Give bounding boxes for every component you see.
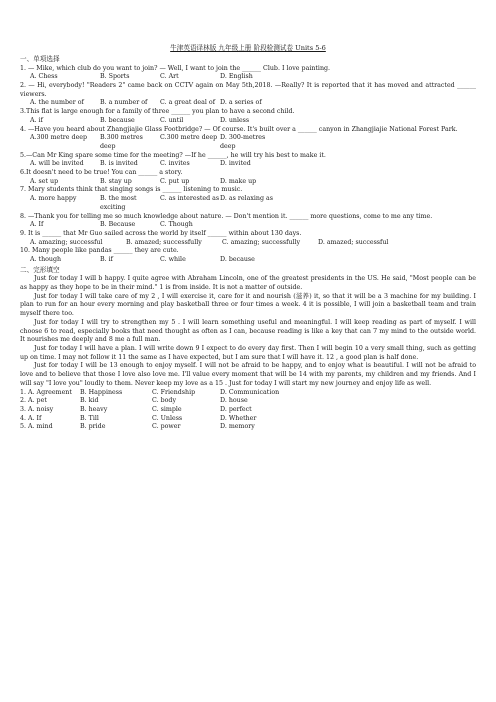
question-text: 7. Mary students think that singing songs is ______ listening to music. xyxy=(20,186,243,194)
cloze-options xyxy=(20,389,476,433)
option-c: C. Unless xyxy=(152,414,183,422)
option-c: C. simple xyxy=(152,405,182,413)
cloze-option-row xyxy=(20,415,476,424)
question-options xyxy=(20,239,476,248)
question-text: 1. — Mike, which club do you want to join? — Well, I want to join the ______ Club. I love painting. xyxy=(20,64,331,72)
question-6 xyxy=(20,169,476,186)
option-a: 3. A. noisy xyxy=(20,405,54,413)
option-b: B. heavy xyxy=(80,405,108,413)
option-c: C. power xyxy=(152,423,181,431)
option-b: B. Happiness xyxy=(80,388,123,396)
option-c: C. until xyxy=(160,116,184,124)
passage-paragraph: Just for today I will have a plan. I will write down 9 I expect to do every day first. Then I will begin 10 a very small thing, such as getting up on time. I may not follow it 11 the same as I have expected, but I am sure that I will have it. 12 , a good plan is half done. xyxy=(20,344,476,361)
question-options xyxy=(20,178,476,187)
question-5 xyxy=(20,152,476,169)
question-text: 8. —Thank you for telling me so much knowledge about nature. — Don't mention it. ______ more questions, come to me any time. xyxy=(20,212,433,220)
option-d: D. house xyxy=(220,397,248,405)
option-b: B. stay up xyxy=(100,177,132,185)
option-d: D. Whether xyxy=(220,414,257,422)
option-b: B. kid xyxy=(80,397,99,405)
option-b: B. Till xyxy=(80,414,99,422)
option-a: 2. A. pet xyxy=(20,397,47,405)
question-options xyxy=(20,117,476,126)
option-a: A. If xyxy=(30,221,44,229)
question-4 xyxy=(20,126,476,152)
option-b: B.300 metres deep xyxy=(100,134,143,150)
question-text: 10. Many people like pandas ______ they are cute. xyxy=(20,247,179,255)
passage-paragraph: Just for today I will b happy. I quite agree with Abraham Lincoln, one of the greatest presidents in the US. He said, "Most people can be as happy as they hope to be in their mind." 1 is from inside. It is not a matter of outside. xyxy=(20,275,476,292)
option-d: D. invited xyxy=(220,160,251,168)
option-c: C. as interested as xyxy=(160,195,220,203)
option-c: C.300 metre deep xyxy=(160,134,218,142)
option-d: D. make up xyxy=(220,177,257,185)
option-b: B. pride xyxy=(80,423,106,431)
option-c: C. body xyxy=(152,397,177,405)
option-a: A. the number of xyxy=(30,99,84,107)
option-c: C. while xyxy=(160,256,186,264)
option-d: D. memory xyxy=(220,423,255,431)
question-9 xyxy=(20,230,476,247)
option-b: B. Because xyxy=(100,221,136,229)
option-b: B. amazed; successfully xyxy=(126,238,202,246)
option-a: A. amazing; successful xyxy=(30,238,103,246)
option-b: B. because xyxy=(100,116,135,124)
option-d: D. 300-metres deep xyxy=(220,134,266,150)
question-options xyxy=(20,221,476,230)
option-d: D. because xyxy=(220,256,255,264)
option-a: A. Chess xyxy=(30,73,58,81)
question-2 xyxy=(20,82,476,108)
option-a: A. if xyxy=(30,116,43,124)
section-heading-choice: 一、单项选择 xyxy=(20,55,60,63)
question-3 xyxy=(20,108,476,125)
option-d: D. English xyxy=(220,73,253,81)
question-options xyxy=(20,99,476,108)
question-7 xyxy=(20,186,476,212)
option-a: 1. A. Agreement xyxy=(20,388,72,396)
option-d: D. amazed; successful xyxy=(318,238,389,246)
cloze-option-row xyxy=(20,423,476,432)
question-options xyxy=(20,195,476,212)
option-b: B. a number of xyxy=(100,99,148,107)
cloze-passage xyxy=(20,275,476,388)
option-c: C. amazing; successfully xyxy=(222,238,301,246)
question-8 xyxy=(20,213,476,230)
option-b: B. if xyxy=(100,256,113,264)
question-options xyxy=(20,73,476,82)
question-options xyxy=(20,134,476,151)
option-c: C. Though xyxy=(160,221,193,229)
question-text: 5.—Can Mr King spare some time for the meeting? —If he ______, he will try his best to make it. xyxy=(20,151,326,159)
question-text: 3.This flat is large enough for a family of three ______ you plan to have a second child. xyxy=(20,108,295,116)
option-a: A. though xyxy=(30,256,62,264)
option-d: D. a series of xyxy=(220,99,262,107)
option-d: D. perfect xyxy=(220,405,252,413)
option-a: A. more happy xyxy=(30,195,77,203)
question-text: 9. It is ______ that Mr Guo sailed across the world by itself ______ within about 130 days. xyxy=(20,229,302,237)
option-c: C. Art xyxy=(160,73,179,81)
passage-paragraph: Just for today I will try to strengthen my 5 . I will learn something useful and meaningful. I will keep reading as part of myself. I will choose 6 to read, especially books that need thought as often as I can, because reading is like a key that can 7 my mind to the outside world. It nourishes me deeply and 8 me a full man. xyxy=(20,318,476,344)
passage-paragraph: Just for today I will be 13 enough to enjoy myself. I will not be afraid to be happy, and to enjoy what is beautiful. I will not be afraid to love and to believe that those I love also love me. I'll value every moment that will be 14 with my parents, my children and my friends. And I will say "I love you" loudly to them. Never keep my love as a 15 . Just for today I will start my new journey and enjoy life as well. xyxy=(20,362,476,387)
option-a: A. set up xyxy=(30,177,59,185)
option-c: C. put up xyxy=(160,177,190,185)
question-text: 6.It doesn't need to be true! You can ______ a story. xyxy=(20,169,183,177)
question-10 xyxy=(20,247,476,264)
option-d: D. Communication xyxy=(220,388,280,396)
question-1 xyxy=(20,65,476,82)
cloze-option-row xyxy=(20,397,476,406)
passage-paragraph: Just for today I will take care of my 2 , I will exercise it, care for it and nourish (滋养) it, so that it will be a 3 machine for my building. I plan to run for an hour every morning and play basketball three or four times a week. 4 it is possible, I will join a basketball team and train myself there too. xyxy=(20,292,476,318)
option-a: 4. A. If xyxy=(20,414,42,422)
option-b: B. is invited xyxy=(100,160,138,168)
option-d: D. unless xyxy=(220,116,250,124)
section-heading-cloze: 二、完形填空 xyxy=(20,265,60,274)
option-d: D. as relaxing as xyxy=(220,195,273,203)
option-c: C. Friendship xyxy=(152,388,196,396)
question-options xyxy=(20,160,476,169)
cloze-option-row xyxy=(20,389,476,398)
page-title: 牛津英语译林版 九年级上册 阶段检测试卷 Units 5-6 xyxy=(170,44,326,52)
option-b: B. the most exciting xyxy=(100,195,137,211)
option-a: 5. A. mind xyxy=(20,423,53,431)
question-options xyxy=(20,256,476,265)
option-c: C. a great deal of xyxy=(160,99,216,107)
question-text: 4. —Have you heard about Zhangjiajie Glass Footbridge? — Of course. It's built over a ______ canyon in Zhangjiajie National Forest Park. xyxy=(20,125,458,133)
option-a: A. will be invited xyxy=(30,160,84,168)
cloze-option-row xyxy=(20,406,476,415)
option-c: C. invites xyxy=(160,160,190,168)
question-text: 2. — Hi, everybody! "Readers 2" came back on CCTV again on May 5th,2018. —Really? It is reported that it has moved and attracted ______ viewers. xyxy=(20,82,476,98)
option-a: A.300 metre deep xyxy=(30,134,88,142)
option-b: B. Sports xyxy=(100,73,130,81)
